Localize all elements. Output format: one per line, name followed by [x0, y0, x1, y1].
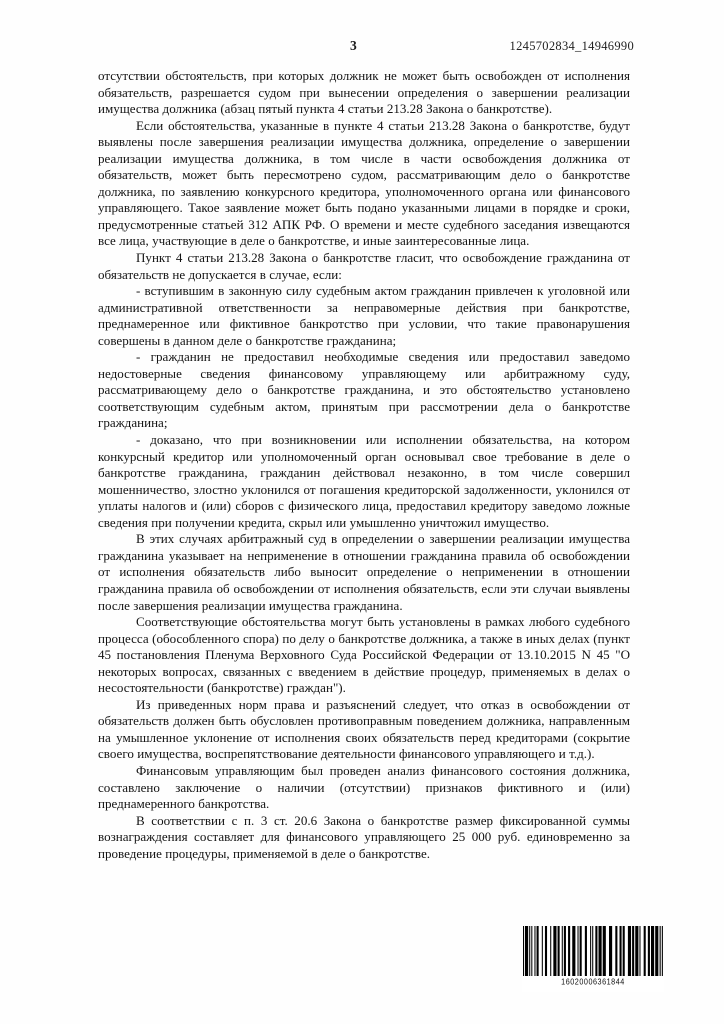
paragraph-list-item: - вступившим в законную силу судебным актом гражданин привлечен к уголовной или административной ответственности за неправомерные действия при банкротстве, преднамеренное или фиктивное банкротство при условии, что такие правонарушения совершены в данном деле о банкротстве гражданина;	[98, 283, 630, 348]
paragraph: В этих случаях арбитражный суд в определении о завершении реализации имущества гражданина указывает на неприменение в отношении гражданина правила об освобождении от исполнения обязательств либо выносит определение о неприменении в отношении гражданина правила об освобождении от исполнения обязательств, если эти случаи выявлены после завершения реализации имущества гражданина.	[98, 531, 630, 613]
paragraph: отсутствии обстоятельств, при которых должник не может быть освобожден от исполнения обязательств, разрешается судом при вынесении определения о завершении реализации имущества должника (абзац пятый пункта 4 статьи 213.28 Закона о банкротстве).	[98, 68, 630, 117]
paragraph: Если обстоятельства, указанные в пункте 4 статьи 213.28 Закона о банкротстве, будут выявлены после завершения реализации имущества должника, определение о завершении реализации имущества должника, в том числе в части освобождения должника от обязательств, может быть пересмотрено судом, рассматривающим дело о банкротстве должника, по заявлению конкурсного кредитора, уполномоченного органа или финансового управляющего. Такое заявление может быть подано указанными лицами в порядке и сроки, предусмотренные статьей 312 АПК РФ. О времени и месте судебного заседания извещаются все лица, участвующие в деле о банкротстве, и иные заинтересованные лица.	[98, 117, 630, 249]
barcode-value: 16020006361844	[561, 976, 625, 987]
barcode	[522, 926, 664, 992]
paragraph: Финансовым управляющим был проведен анализ финансового состояния должника, составлено заключение о наличии (отсутствии) признаков фиктивного и (или) преднамеренного банкротства.	[98, 762, 630, 812]
barcode-bars	[522, 926, 664, 976]
paragraph-list-item: - доказано, что при возникновении или исполнении обязательства, на котором конкурсный кредитор или уполномоченный орган основывал свое требование в деле о банкротстве гражданина, гражданин действовал незаконно, в том числе совершил мошенничество, злостно уклонился от погашения кредиторской задолженности, уклонился от уплаты налогов и (или) сборов с физического лица, предоставил кредитору заведомо ложные сведения при получении кредита, скрыл или умышленно уничтожил имущество.	[98, 432, 630, 530]
document-body	[98, 68, 630, 862]
page-number: 3	[350, 38, 357, 53]
paragraph: Соответствующие обстоятельства могут быть установлены в рамках любого судебного процесса (обособленного спора) по делу о банкротстве должника, а также в иных делах (пункт 45 постановления Пленума Верховного Суда Российской Федерации от 13.10.2015 N 45 "О некоторых вопросах, связанных с введением в действие процедур, применяемых в делах о несостоятельности (банкротстве) граждан").	[98, 614, 630, 696]
document-id: 1245702834_14946990	[509, 38, 634, 53]
paragraph-list-item: - гражданин не предоставил необходимые сведения или предоставил заведомо недостоверные сведения финансовому управляющему или арбитражному суду, рассматривающему дело о банкротстве гражданина, и это обстоятельство установлено соответствующим судебным актом, принятым при рассмотрении дела о банкротстве гражданина;	[98, 349, 630, 431]
paragraph: В соответствии с п. 3 ст. 20.6 Закона о банкротстве размер фиксированной суммы вознаграждения составляет для финансового управляющего 25 000 руб. единовременно за проведение процедуры, применяемой в деле о банкротстве.	[98, 812, 630, 861]
paragraph: Пункт 4 статьи 213.28 Закона о банкротстве гласит, что освобождение гражданина от обязательств не допускается в случае, если:	[98, 250, 630, 282]
paragraph: Из приведенных норм права и разъяснений следует, что отказ в освобождении от обязательств должен быть обусловлен противоправным поведением должника, направленным на умышленное уклонение от исполнения своих обязательств перед кредиторами (сокрытие своего имущества, воспрепятствование деятельности финансового управляющего и т.д.).	[98, 696, 630, 762]
page-header	[98, 36, 634, 56]
